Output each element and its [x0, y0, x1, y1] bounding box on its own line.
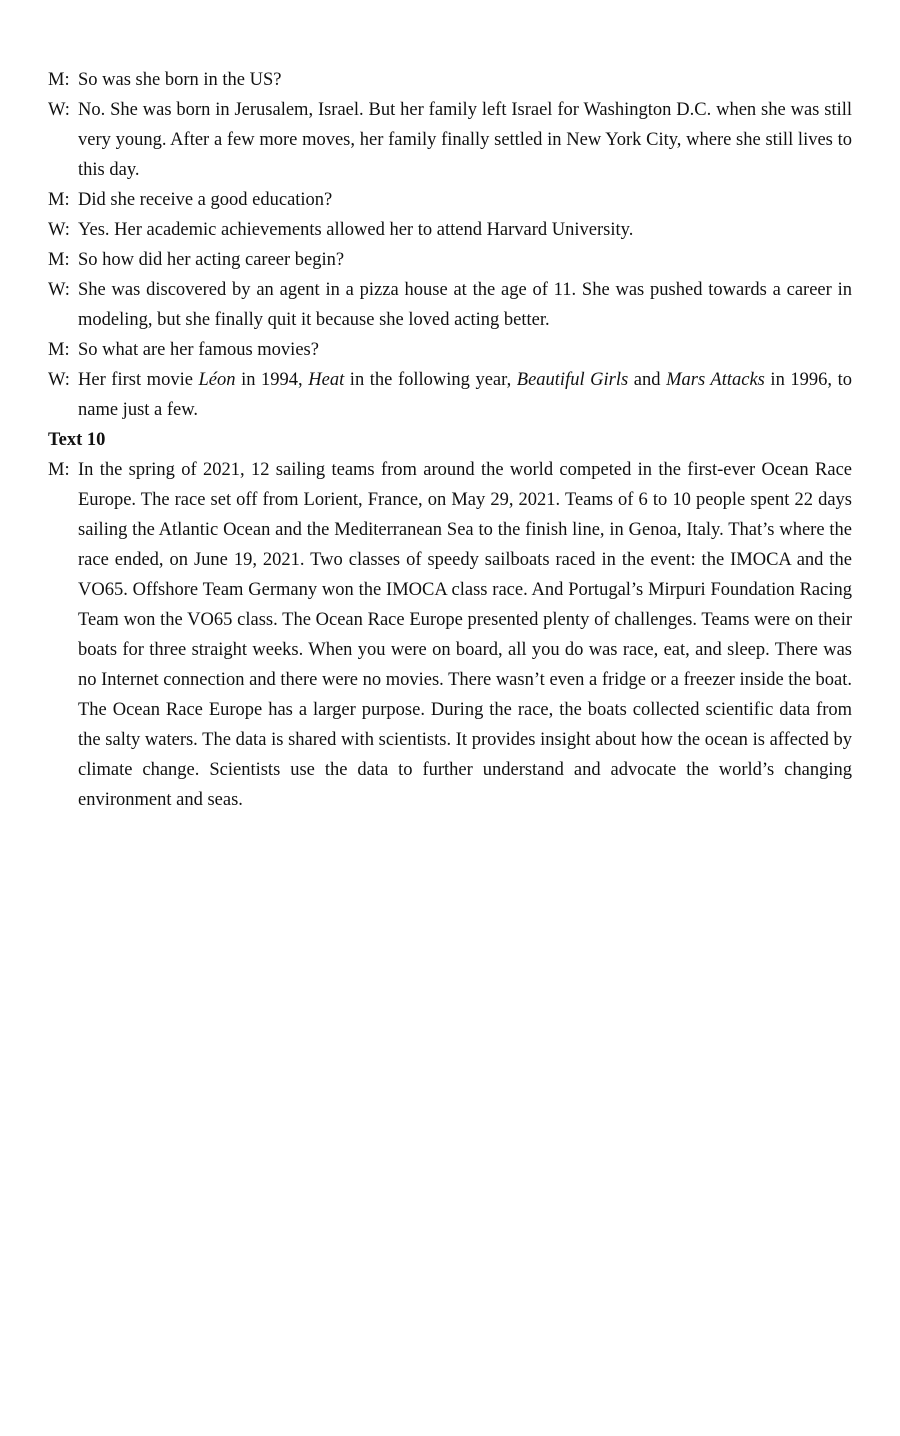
- speaker-label: M:: [48, 190, 70, 210]
- dialogue-line: [48, 335, 852, 365]
- dialogue-line: [48, 275, 852, 335]
- dialogue-text: So how did her acting career begin?: [78, 250, 345, 270]
- dialogue-text: So what are her famous movies?: [78, 340, 319, 360]
- dialogue-text: So was she born in the US?: [78, 70, 282, 90]
- movie-title: Heat: [308, 370, 345, 390]
- speaker-label: M:: [48, 70, 70, 90]
- dialogue-text: in the following year,: [344, 370, 517, 390]
- speaker-label: W:: [48, 220, 70, 240]
- dialogue-text: Yes. Her academic achievements allowed her to attend Harvard University.: [78, 220, 634, 240]
- dialogue-text: in 1996, to name just a few.: [78, 370, 852, 420]
- dialogue-line: [48, 245, 852, 275]
- section-heading: Text 10: [48, 430, 106, 450]
- dialogue-text: Did she receive a good education?: [78, 190, 333, 210]
- speaker-label: M:: [48, 460, 70, 480]
- speaker-label: M:: [48, 250, 70, 270]
- speaker-label: W:: [48, 280, 70, 300]
- speaker-label: M:: [48, 340, 70, 360]
- dialogue-line-movies: [48, 365, 852, 425]
- movie-title: Mars Attacks: [666, 370, 765, 390]
- speaker-label: W:: [48, 100, 70, 120]
- movie-title: Léon: [198, 370, 236, 390]
- dialogue-text: She was discovered by an agent in a pizza house at the age of 11. She was pushed towards a career in modeling, but she finally quit it because she loved acting better.: [78, 280, 852, 330]
- dialogue-line: [48, 65, 852, 95]
- movie-title: Beautiful Girls: [516, 370, 629, 390]
- document-page: [48, 65, 852, 815]
- dialogue-line: [48, 95, 852, 185]
- dialogue-line: [48, 185, 852, 215]
- dialogue-text: and: [628, 370, 667, 390]
- speaker-label: W:: [48, 370, 70, 390]
- dialogue-text: No. She was born in Jerusalem, Israel. But her family left Israel for Washington D.C. when she was still very young. After a few more moves, her family finally settled in New York City, where she still lives to this day.: [78, 100, 852, 180]
- monologue-text: In the spring of 2021, 12 sailing teams from around the world competed in the first-ever Ocean Race Europe. The race set off from Lorient, France, on May 29, 2021. Teams of 6 to 10 people spent 22 days sailing the Atlantic Ocean and the Mediterranean Sea to the finish line, in Genoa, Italy. That’s where the race ended, on June 19, 2021. Two classes of speedy sailboats raced in the event: the IMOCA and the VO65. Offshore Team Germany won the IMOCA class race. And Portugal’s Mirpuri Foundation Racing Team won the VO65 class. The Ocean Race Europe presented plenty of challenges. Teams were on their boats for three straight weeks. When you were on board, all you do was race, eat, and sleep. There was no Internet connection and there were no movies. There wasn’t even a fridge or a freezer inside the boat. The Ocean Race Europe has a larger purpose. During the race, the boats collected scientific data from the salty waters. The data is shared with scientists. It provides insight about how the ocean is affected by climate change. Scientists use the data to further understand and advocate the world’s changing environment and seas.: [78, 460, 852, 810]
- dialogue-text: in 1994,: [235, 370, 309, 390]
- dialogue-line: [48, 215, 852, 245]
- monologue-paragraph: [48, 455, 852, 815]
- dialogue-text: Her first movie: [78, 370, 199, 390]
